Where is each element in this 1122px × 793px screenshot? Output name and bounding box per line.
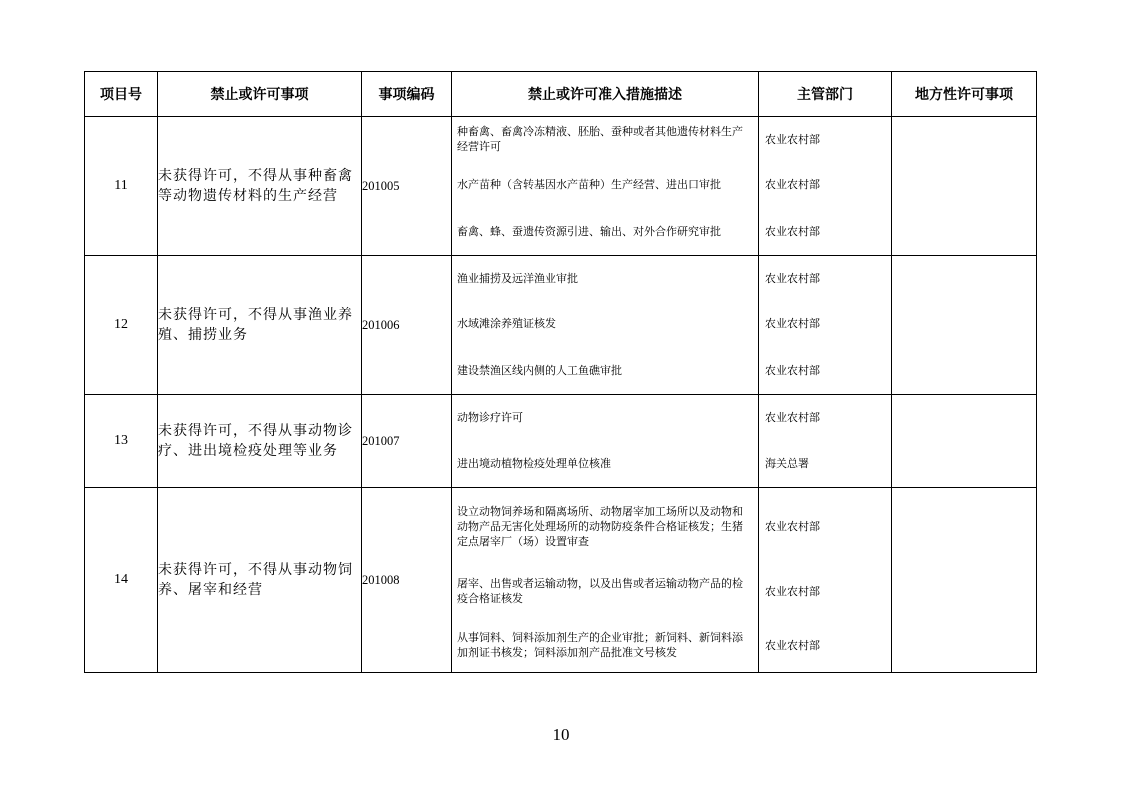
header-local-permit: 地方性许可事项: [892, 72, 1037, 117]
measure-text: 水域滩涂养殖证核发: [457, 317, 556, 330]
item-number: 12: [85, 256, 158, 395]
item-description: 未获得许可，不得从事渔业养殖、捕捞业务: [158, 256, 362, 395]
measures-cell: [452, 395, 759, 488]
header-item-code: 事项编码: [362, 72, 452, 117]
page-number: 10: [552, 725, 570, 744]
local-permit-cell: [892, 117, 1037, 256]
department-name: 农业农村部: [765, 317, 820, 330]
department-cell: [759, 117, 892, 256]
department-name: 农业农村部: [765, 132, 820, 146]
table-header-row: [85, 72, 1037, 117]
item-code: 201007: [362, 395, 452, 488]
department-name: 农业农村部: [765, 638, 820, 652]
table-row: [85, 117, 1037, 256]
header-department: 主管部门: [759, 72, 892, 117]
department-name: 农业农村部: [765, 410, 820, 424]
item-description: 未获得许可，不得从事动物饲养、屠宰和经营: [158, 488, 362, 673]
measure-text: 水产苗种（含转基因水产苗种）生产经营、进出口审批: [457, 178, 721, 191]
measure-text: 动物诊疗许可: [457, 410, 523, 424]
measures-cell: [452, 256, 759, 395]
item-code: 201005: [362, 117, 452, 256]
item-number: 11: [85, 117, 158, 256]
department-name: 农业农村部: [765, 519, 820, 533]
measure-text: 建设禁渔区线内侧的人工鱼礁审批: [457, 364, 622, 377]
header-measures: 禁止或许可准入措施描述: [452, 72, 759, 117]
item-number: 14: [85, 488, 158, 673]
measure-text: 从事饲料、饲料添加剂生产的企业审批；新饲料、新饲料添加剂证书核发；饲料添加剂产品批准文号核发: [457, 631, 743, 659]
department-name: 农业农村部: [765, 225, 820, 238]
local-permit-cell: [892, 395, 1037, 488]
measure-text: 屠宰、出售或者运输动物，以及出售或者运输动物产品的检疫合格证核发: [457, 577, 743, 605]
department-name: 海关总署: [765, 456, 809, 470]
department-cell: [759, 256, 892, 395]
measure-text: 畜禽、蜂、蚕遗传资源引进、输出、对外合作研究审批: [457, 225, 721, 238]
department-name: 农业农村部: [765, 178, 820, 191]
item-code: 201008: [362, 488, 452, 673]
item-number: 13: [85, 395, 158, 488]
measures-cell: [452, 117, 759, 256]
item-description: 未获得许可，不得从事种畜禽等动物遗传材料的生产经营: [158, 117, 362, 256]
measure-text: 设立动物饲养场和隔离场所、动物屠宰加工场所以及动物和动物产品无害化处理场所的动物防疫条件合格证核发；生猪定点屠宰厂（场）设置审查: [457, 504, 743, 548]
table-row: [85, 256, 1037, 395]
local-permit-cell: [892, 488, 1037, 673]
department-cell: [759, 488, 892, 673]
header-item-number: 项目号: [85, 72, 158, 117]
department-name: 农业农村部: [765, 364, 820, 377]
permit-table: [84, 71, 1037, 673]
department-name: 农业农村部: [765, 584, 820, 598]
header-item: 禁止或许可事项: [158, 72, 362, 117]
local-permit-cell: [892, 256, 1037, 395]
department-name: 农业农村部: [765, 271, 820, 285]
measures-cell: [452, 488, 759, 673]
item-description: 未获得许可，不得从事动物诊疗、进出境检疫处理等业务: [158, 395, 362, 488]
item-code: 201006: [362, 256, 452, 395]
department-cell: [759, 395, 892, 488]
table-row: [85, 395, 1037, 488]
measure-text: 渔业捕捞及远洋渔业审批: [457, 271, 578, 285]
measure-text: 种畜禽、畜禽冷冻精液、胚胎、蚕种或者其他遗传材料生产经营许可: [457, 125, 743, 153]
table-row: [85, 488, 1037, 673]
measure-text: 进出境动植物检疫处理单位核准: [457, 456, 611, 470]
